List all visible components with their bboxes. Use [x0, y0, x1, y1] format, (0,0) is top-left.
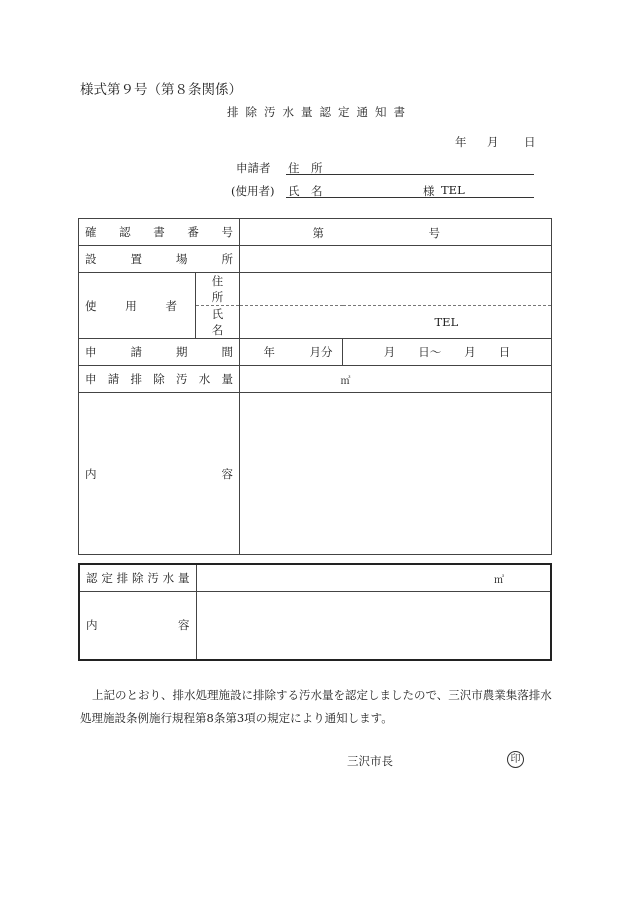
- row-location: [79, 246, 552, 273]
- seal-mark: 印: [507, 751, 524, 768]
- volume-label-cell: [79, 366, 240, 393]
- period-month[interactable]: 年 月分: [240, 339, 343, 366]
- row-volume: [79, 366, 552, 393]
- user-address-value[interactable]: [240, 273, 552, 306]
- cert-no-prefix: 第: [312, 226, 324, 240]
- document-title: 排除汚水量認定通知書: [227, 105, 412, 119]
- applicant-name-label: 氏 名: [288, 184, 323, 198]
- period-label-cell: [79, 339, 240, 366]
- location-label-cell: [79, 246, 240, 273]
- approved-volume-label: 認定排除汚水量: [86, 570, 190, 585]
- form-number: 様式第９号（第８条関係）: [80, 82, 242, 98]
- period-label: 申請期間: [85, 345, 233, 359]
- approved-content-label-cell: [79, 591, 196, 660]
- date-year: 年: [455, 135, 467, 149]
- applicant-user-label: (使用者): [231, 184, 275, 198]
- approved-volume-unit: ㎥: [494, 574, 504, 586]
- row-content: [79, 393, 552, 555]
- notice-text: 上記のとおり、排水処理施設に排除する汚水量を認定しましたので、三沢市農業集落排水処理施設条例施行規程第8条第3項の規定により通知します。: [80, 688, 552, 725]
- approved-content-label: 内容: [86, 618, 190, 633]
- location-label: 設置場所: [85, 252, 233, 266]
- applicant-address-line[interactable]: [286, 174, 534, 175]
- row-user-address: [79, 273, 552, 306]
- row-period: [79, 339, 552, 366]
- date-day: 日: [524, 135, 536, 149]
- cert-no-label: 確認書番号: [85, 225, 233, 239]
- mayor-title: 三沢市長: [347, 754, 393, 768]
- approved-volume-label-cell: [79, 564, 196, 591]
- content-label: 内容: [85, 466, 233, 481]
- applicant-label: 申請者: [236, 161, 271, 175]
- approved-content-value-cell[interactable]: [196, 591, 551, 660]
- volume-label: 申請排除汚水量: [85, 372, 233, 386]
- applicant-tel-label: TEL: [441, 183, 465, 197]
- user-name-label: 氏 名: [196, 306, 240, 339]
- applicant-address-label: 住 所: [288, 161, 323, 175]
- content-label-cell: [79, 393, 240, 555]
- volume-value-cell[interactable]: [240, 366, 552, 393]
- user-tel-label: TEL: [434, 315, 459, 329]
- cert-no-suffix: 号: [428, 226, 440, 240]
- result-table: [78, 563, 552, 661]
- applicant-sama: 様: [423, 184, 435, 198]
- user-name-value[interactable]: [240, 306, 552, 339]
- period-range[interactable]: 月 日～ 月 日: [343, 339, 552, 366]
- approved-volume-value-cell[interactable]: [196, 564, 551, 591]
- user-label-cell: [79, 273, 196, 339]
- user-label: 使用者: [85, 298, 177, 313]
- content-value-cell[interactable]: [240, 393, 552, 555]
- application-table: [78, 218, 552, 555]
- cert-no-cell[interactable]: [240, 219, 552, 246]
- applicant-name-line[interactable]: [286, 197, 534, 198]
- row-approved-content: [79, 591, 551, 660]
- volume-unit: ㎥: [340, 376, 351, 387]
- date-month: 月: [487, 135, 499, 149]
- user-address-label: 住 所: [196, 273, 240, 306]
- location-value-cell[interactable]: [240, 246, 552, 273]
- cert-no-label-cell: [79, 219, 240, 246]
- row-cert-no: [79, 219, 552, 246]
- row-approved-volume: [79, 564, 551, 591]
